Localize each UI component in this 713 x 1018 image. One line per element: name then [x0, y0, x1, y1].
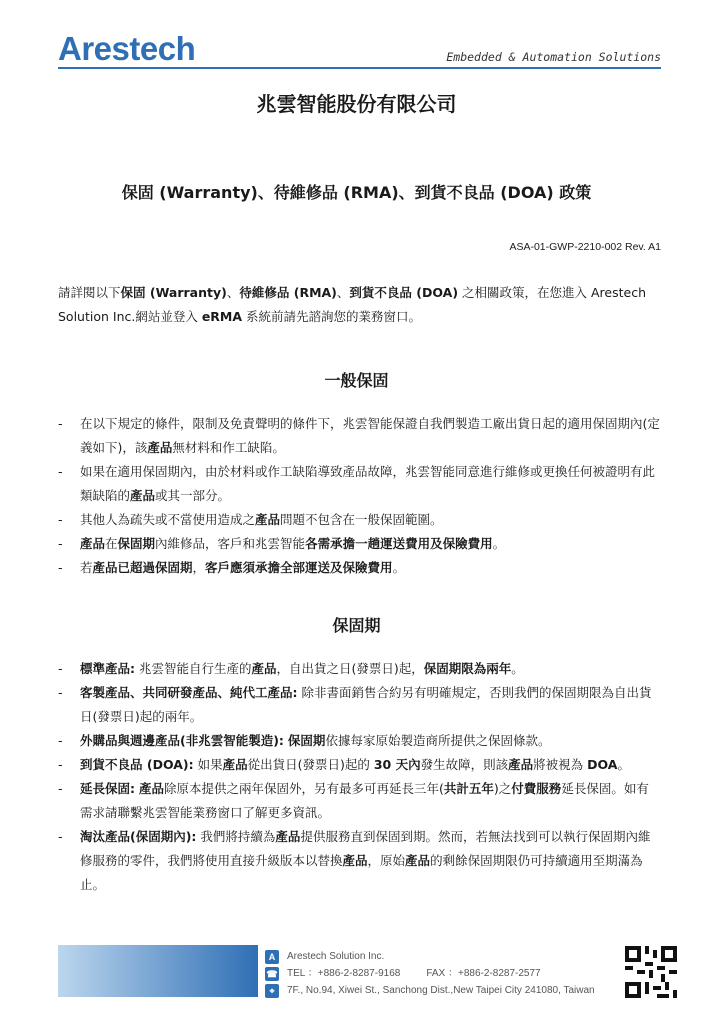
- general-warranty-heading: 一般保固: [324, 371, 389, 390]
- footer-tel-label: TEL ：: [287, 968, 318, 979]
- footer-gradient-bar: [58, 945, 258, 997]
- phone-icon: ☎: [266, 968, 278, 979]
- document-number: ASA-01-GWP-2210-002 Rev. A1: [509, 241, 661, 253]
- tagline: Embedded & Automation Solutions: [446, 50, 661, 64]
- list-item: - 在以下規定的條件，限制及免責聲明的條件下，兆雲智能保證自我們製造工廠出貨日起的適用保固期內(定義如下)，該產品無材料和作工缺陷。: [58, 412, 660, 460]
- list-item: - 標準產品: 兆雲智能自行生產的產品，自出貨之日(發票日)起，保固期限為兩年。: [58, 657, 660, 681]
- location-pin-icon: ⌖: [265, 984, 279, 998]
- list-item: - 客製產品、共同研發產品、純代工產品: 除非書面銷售合約另有明確規定，否則我們的保固期限為自出貨日(發票日)起的兩年。: [58, 681, 660, 729]
- list-item: - 如果在適用保固期內，由於材料或作工缺陷導致產品故障，兆雲智能同意進行維修或更換任何被證明有此類缺陷的產品或其一部分。: [58, 460, 660, 508]
- footer-fax: +886-2-8287-2577: [458, 968, 541, 979]
- list-item: - 外購品與週邊產品(非兆雲智能製造): 保固期依據每家原始製造商所提供之保固條款。: [58, 729, 660, 753]
- footer-tel: +886-2-8287-9168: [317, 968, 401, 979]
- header-divider: [58, 67, 661, 69]
- general-warranty-list: [58, 412, 660, 580]
- list-item: - 淘汰產品(保固期內): 我們將持續為產品提供服務直到保固到期。然而，若無法找到可以執行保固期內維修服務的零件，我們將使用直接升級版本以替換產品，原始產品的剩餘保固期限仍可持續適用至期滿為止。: [58, 825, 660, 897]
- qr-code-icon: [625, 946, 677, 998]
- list-item: - 其他人為疏失或不當使用造成之產品問題不包含在一般保固範圍。: [58, 508, 660, 532]
- policy-title: 保固 (Warranty)、待維修品 (RMA)、到貨不良品 (DOA) 政策: [121, 183, 592, 202]
- footer-contact: [265, 948, 595, 999]
- warranty-period-heading: 保固期: [332, 616, 381, 635]
- company-logo-icon: A: [265, 950, 279, 964]
- list-item: - 延長保固: 產品除原本提供之兩年保固外，另有最多可再延長三年(共計五年)之付費服務延長保固。如有需求請聯繫兆雲智能業務窗口了解更多資訊。: [58, 777, 660, 825]
- footer-address: 7F., No.94, Xiwei St., Sanchong Dist.,New Taipei City 241080, Taiwan: [287, 985, 595, 996]
- list-item: - 若產品已超過保固期，客戶應須承擔全部運送及保險費用。: [58, 556, 660, 580]
- footer-fax-label: FAX ：: [426, 968, 459, 979]
- list-item: - 到貨不良品 (DOA): 如果產品從出貨日(發票日)起的 30 天內發生故障，則該產品將被視為 DOA。: [58, 753, 660, 777]
- footer-company: Arestech Solution Inc.: [287, 951, 385, 962]
- company-title: 兆雲智能股份有限公司: [256, 92, 457, 116]
- company-logo: Arestech: [58, 30, 196, 67]
- intro-paragraph: 請詳閱以下保固 (Warranty)、待維修品 (RMA)、到貨不良品 (DOA) 之相關政策，在您進入 Arestech Solution Inc.網站並登入 eRMA 系統前請先諮詢您的業務窗口。: [58, 285, 646, 324]
- warranty-period-list: [58, 657, 660, 897]
- list-item: - 產品在保固期內維修品，客戶和兆雲智能各需承擔一趟運送費用及保險費用。: [58, 532, 660, 556]
